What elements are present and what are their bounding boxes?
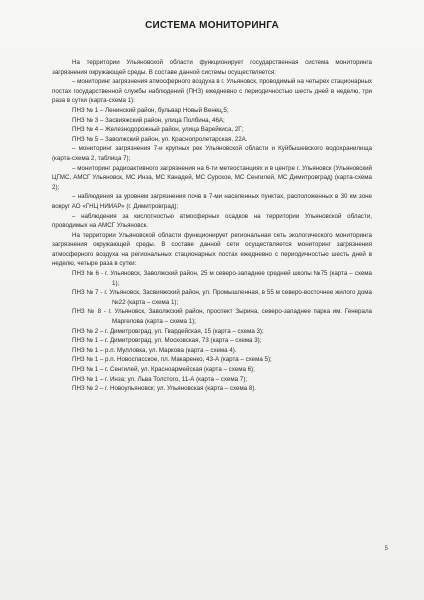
paragraph: ПНЗ № 1 – г. Сенгилей, ул. Красноармейская (карта – схема 6); — [72, 366, 255, 373]
paragraph: ПНЗ № 7 - г. Ульяновск, Засвияжский район, ул. Промышленная, в 55 м северо-восточнее жилого дома №22 (карта – схема 1); — [72, 289, 372, 306]
paragraph: ПНЗ № 1 – г. Инза; ул. Льва Толстого, 11-А (карта – схема 7); — [72, 375, 248, 383]
document-body — [52, 58, 372, 394]
paragraph: – мониторинг радиоактивного загрязнения на 6-ти метеостанциях и в центре г. Ульяновск (Ульяновский ЦГМС, АМСГ Ульяновск, МС Инза, МС Канадей, МС Сурское, МС Сенгилей, МС Димитровград) (карта-схема 2); — [52, 164, 372, 191]
paragraph: – наблюдения за кислотностью атмосферных осадков на территории Ульяновской области, проводимых на АМСГ Ульяновск. — [52, 212, 372, 230]
paragraph: ПНЗ № 1 – р.п. Новоспасское, пл. Макаренко, 43-А (карта – схема 5); — [72, 356, 272, 364]
paragraph: – мониторинг загрязнения 7-и крупных рек Ульяновской области и Куйбышевского водохранилища (карта-схема 2, таблица 7); — [52, 145, 372, 162]
paragraph: ПНЗ № 1 – Ленинский район, бульвар Новый Венец,5; — [72, 106, 229, 114]
paragraph: ПНЗ № 3 – Засвияжский район, улица Полбина, 46А; — [72, 116, 225, 124]
paragraph: На территории Ульяновской области функционирует государственная система мониторинга загрязнения окружающей среды. В составе данной системы осуществляется: — [52, 59, 372, 76]
paragraph: ПНЗ № 2 – г. Димитровград, ул. Гвардейская, 15 (карта – схема 3); — [72, 327, 264, 335]
paragraph: ПНЗ № 2 – г. Новоульяновск; ул. Ульяновская (карта – схема 8). — [72, 385, 257, 393]
paragraph: ПНЗ № 4 – Железнодорожный район, улица Варейкиса, 2Г; — [72, 126, 244, 134]
paragraph: ПНЗ № 5 – Заволжский район, ул. Краснопролетарская, 22А. — [72, 135, 248, 143]
paragraph: ПНЗ № 1 – г. Димитровград, ул. Московская, 73 (карта – схема 3); — [72, 337, 262, 345]
page-number: 5 — [384, 546, 388, 552]
paragraph: – мониторинг загрязнения атмосферного воздуха в г. Ульяновск, проводимый на четырех стационарных постах государственной службы наблюдений (ПНЗ) ежедневно с периодичностью шесть дней в неделю, три раза в сутки (карта-схема 1): — [52, 78, 372, 105]
paragraph: ПНЗ № 1 – р.п. Мулловка, ул. Маркова (карта – схема 4). — [72, 346, 237, 354]
paragraph: ПНЗ № 6 - г. Ульяновск, Заволжский район, 25 м северо-западнее средней школы №75 (карта – схема 1); — [72, 270, 372, 287]
paragraph: ПНЗ № 8 - г. Ульяновск, Заволжский район, проспект Зырина, северо-западнее парка им. Генерала Маргелова (карта – схема 1); — [72, 308, 372, 326]
page-title: СИСТЕМА МОНИТОРИНГА — [145, 20, 279, 31]
paragraph: На территории Ульяновской области функционирует региональная сеть экологического мониторинга загрязнения окружающей среды. В составе данной сети осуществляется мониторинг загрязнения атмосферного воздуха на региональных стационарных постах ежедневно с периодичностью шесть дней в неделю, четыре раза в сутки: — [52, 231, 372, 268]
paragraph: – наблюдения за уровнем загрязнения почв в 7-ми населенных пунктах, расположенных в 30 км зоне вокруг АО «ГНЦ НИИАР» (г. Димитровград); — [52, 193, 372, 210]
